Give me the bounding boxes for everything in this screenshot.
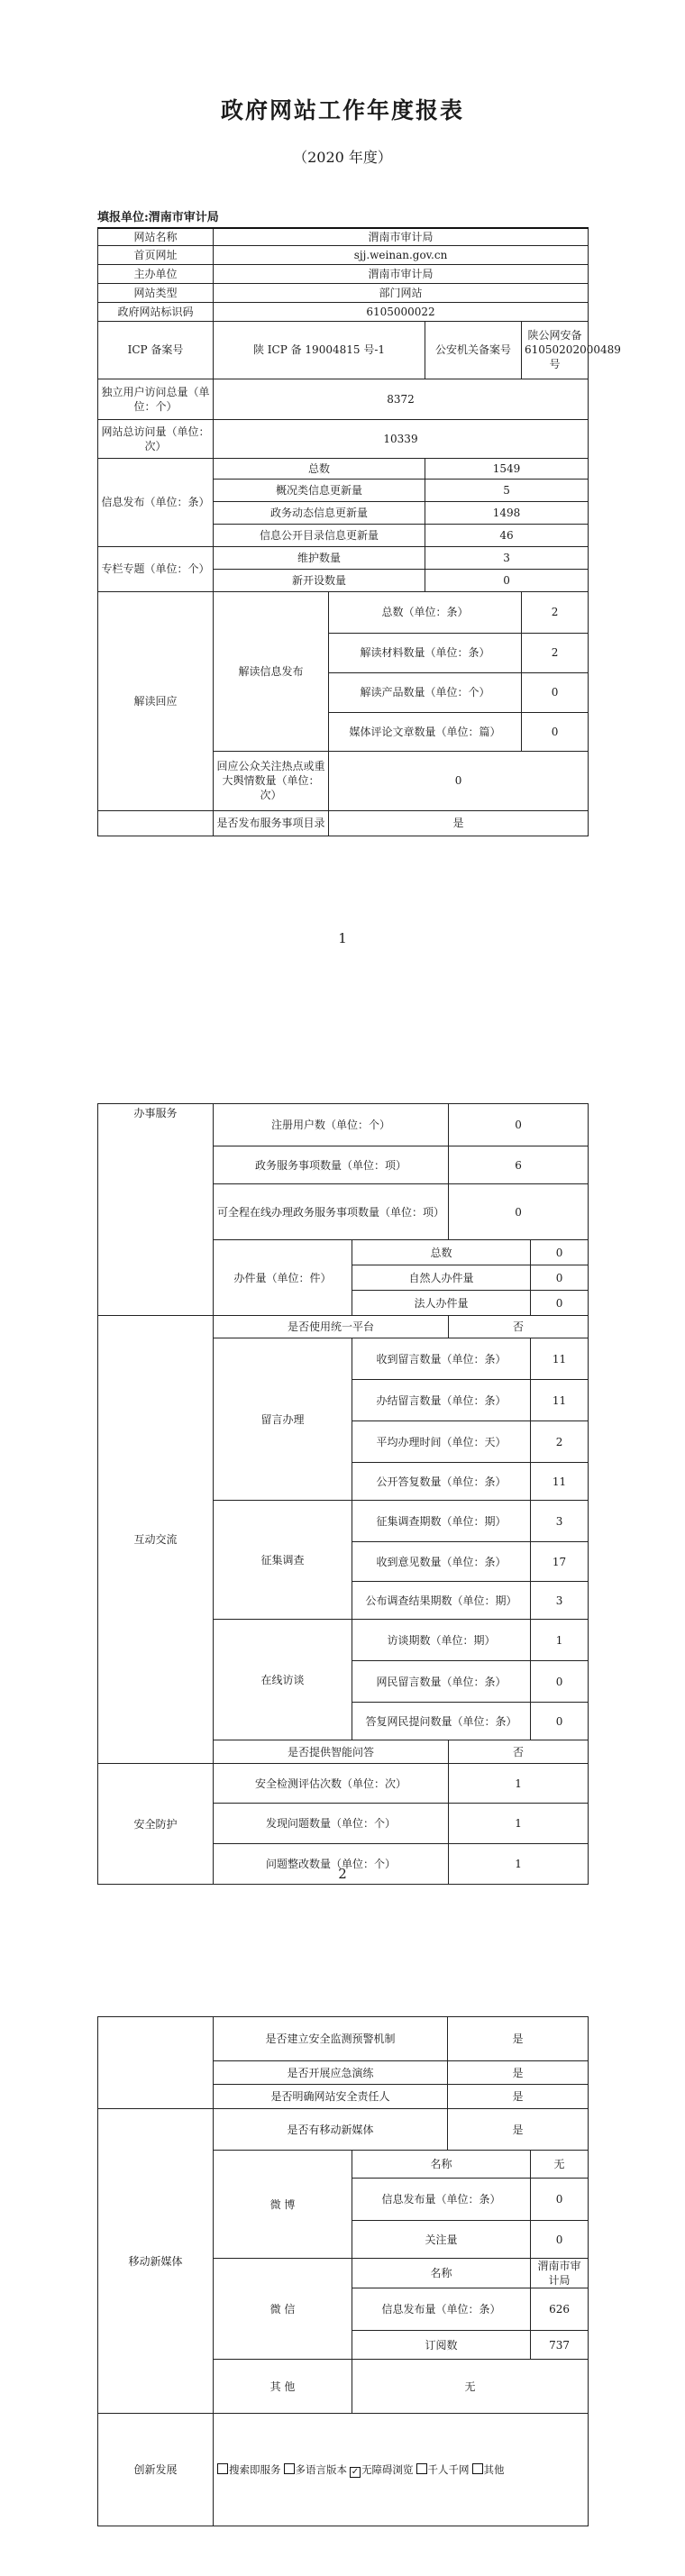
- interpret-media-label: 媒体评论文章数量（单位：篇）: [329, 712, 522, 751]
- columns-new-value: 0: [425, 569, 589, 591]
- checks-label: 安全检测评估次数（单位：次）: [214, 1764, 449, 1804]
- innovation-option-label: 无障碍浏览: [361, 2462, 414, 2476]
- info-catalog-label: 信息公开目录信息更新量: [214, 524, 425, 546]
- service-users-label: 注册用户数（单位：个）: [214, 1104, 449, 1146]
- survey-results-label: 公布调查结果期数（单位：期）: [352, 1582, 531, 1620]
- info-total-label: 总数: [214, 458, 425, 479]
- columns-maintain-value: 3: [425, 546, 589, 569]
- weibo-follow-value: 0: [531, 2221, 589, 2259]
- report-table-page-2: [97, 1103, 589, 1885]
- has-media-value: 是: [448, 2109, 589, 2151]
- msg-time-value: 2: [531, 1421, 589, 1463]
- survey-label: 征集调查: [214, 1501, 352, 1620]
- type-value: 部门网站: [214, 283, 589, 302]
- issues-label: 发现问题数量（单位：个）: [214, 1804, 449, 1844]
- has-media-label: 是否有移动新媒体: [214, 2109, 448, 2151]
- service-online-value: 0: [449, 1184, 589, 1240]
- independent-visits-value: 8372: [214, 379, 589, 419]
- checked-box-icon[interactable]: ✓: [351, 2466, 360, 2477]
- checkbox-icon[interactable]: [416, 2463, 427, 2474]
- info-overview-label: 概况类信息更新量: [214, 479, 425, 501]
- weibo-name-value: 无: [531, 2151, 589, 2179]
- response-label: 回应公众关注热点或重大舆情数量（单位：次）: [214, 751, 329, 810]
- columns-maintain-label: 维护数量: [214, 546, 425, 569]
- wechat-name-value: 渭南市审计局: [531, 2259, 589, 2288]
- msg-done-label: 办结留言数量（单位：条）: [352, 1380, 531, 1421]
- innovation-option[interactable]: [416, 2463, 470, 2476]
- innovation-option[interactable]: [350, 2463, 414, 2476]
- checkbox-icon[interactable]: [472, 2463, 483, 2474]
- site-name-value: 渭南市审计局: [214, 228, 589, 245]
- icp-label: ICP 备案号: [98, 321, 214, 379]
- platform-value: 否: [449, 1316, 589, 1338]
- code-value: 6105000022: [214, 302, 589, 321]
- host-label: 主办单位: [98, 264, 214, 283]
- weibo-posts-value: 0: [531, 2179, 589, 2221]
- innovation-option-label: 千人千网: [427, 2462, 470, 2476]
- wechat-posts-label: 信息发布量（单位：条）: [352, 2288, 531, 2331]
- weibo-posts-label: 信息发布量（单位：条）: [352, 2179, 531, 2221]
- independent-visits-label: 独立用户访问总量（单位：个）: [98, 379, 214, 419]
- info-total-value: 1549: [425, 458, 589, 479]
- warning-value: 是: [448, 2017, 589, 2061]
- service-label: 办事服务: [98, 1104, 214, 1316]
- page-title: 政府网站工作年度报表: [220, 97, 464, 123]
- site-name-label: 网站名称: [98, 228, 214, 245]
- msg-received-value: 11: [531, 1338, 589, 1380]
- wechat-posts-value: 626: [531, 2288, 589, 2331]
- page-number-2: 2: [338, 1866, 347, 1882]
- wechat-subs-value: 737: [531, 2331, 589, 2360]
- report-table-page-1: [97, 227, 621, 836]
- interview-msgs-value: 0: [531, 1661, 589, 1703]
- page-number-1: 1: [338, 930, 347, 946]
- interview-msgs-label: 网民留言数量（单位：条）: [352, 1661, 531, 1703]
- security-cont-blank: [98, 2017, 214, 2109]
- platform-label: 是否使用统一平台: [214, 1316, 449, 1338]
- warning-label: 是否建立安全监测预警机制: [214, 2017, 448, 2061]
- police-label: 公安机关备案号: [425, 321, 522, 379]
- report-year: （2020 年度）: [293, 149, 392, 166]
- interview-answers-label: 答复网民提问数量（单位：条）: [352, 1703, 531, 1740]
- innovation-options: [214, 2414, 589, 2526]
- homepage-value: sjj.weinan.gov.cn: [214, 245, 589, 264]
- host-value: 渭南市审计局: [214, 264, 589, 283]
- checkbox-icon[interactable]: [217, 2463, 228, 2474]
- interview-count-label: 访谈期数（单位：期）: [352, 1620, 531, 1661]
- interview-answers-value: 0: [531, 1703, 589, 1740]
- wechat-label: 微 信: [214, 2259, 352, 2360]
- icp-value: 陕 ICP 备 19004815 号-1: [214, 321, 425, 379]
- homepage-label: 首页网址: [98, 245, 214, 264]
- other-media-value: 无: [352, 2360, 589, 2414]
- weibo-follow-label: 关注量: [352, 2221, 531, 2259]
- survey-count-value: 3: [531, 1501, 589, 1542]
- fixed-value: 1: [449, 1844, 589, 1885]
- media-label: 移动新媒体: [98, 2109, 214, 2414]
- columns-label: 专栏专题（单位：个）: [98, 546, 214, 591]
- innovation-option[interactable]: [217, 2463, 281, 2476]
- info-overview-value: 5: [425, 479, 589, 501]
- innovation-option-label: 多语言版本: [295, 2462, 347, 2476]
- msg-time-label: 平均办理时间（单位：天）: [352, 1421, 531, 1463]
- innovation-label: 创新发展: [98, 2414, 214, 2526]
- total-visits-label: 网站总访问量（单位：次）: [98, 419, 214, 458]
- msg-public-label: 公开答复数量（单位：条）: [352, 1463, 531, 1501]
- natural-cases-value: 0: [531, 1265, 589, 1291]
- weibo-name-label: 名称: [352, 2151, 531, 2179]
- legal-cases-label: 法人办件量: [352, 1291, 531, 1316]
- info-catalog-value: 46: [425, 524, 589, 546]
- interview-label: 在线访谈: [214, 1620, 352, 1740]
- interpret-material-value: 2: [522, 633, 589, 672]
- service-items-value: 6: [449, 1146, 589, 1184]
- wechat-name-label: 名称: [352, 2259, 531, 2288]
- interpret-label: 解读回应: [98, 591, 214, 810]
- natural-cases-label: 自然人办件量: [352, 1265, 531, 1291]
- issues-value: 1: [449, 1804, 589, 1844]
- legal-cases-value: 0: [531, 1291, 589, 1316]
- interaction-label: 互动交流: [98, 1316, 214, 1764]
- service-users-value: 0: [449, 1104, 589, 1146]
- total-visits-value: 10339: [214, 419, 589, 458]
- msg-received-label: 收到留言数量（单位：条）: [352, 1338, 531, 1380]
- interpret-product-value: 0: [522, 672, 589, 712]
- checkbox-icon[interactable]: [284, 2463, 295, 2474]
- info-dynamic-value: 1498: [425, 501, 589, 524]
- service-items-label: 政务服务事项数量（单位：项）: [214, 1146, 449, 1184]
- innovation-option-label: 搜索即服务: [229, 2462, 281, 2476]
- columns-new-label: 新开设数量: [214, 569, 425, 591]
- interpret-total-value: 2: [522, 591, 589, 633]
- survey-count-label: 征集调查期数（单位：期）: [352, 1501, 531, 1542]
- msg-label: 留言办理: [214, 1338, 352, 1501]
- service-catalog-blank: [98, 810, 214, 836]
- innovation-option[interactable]: [472, 2463, 505, 2476]
- interpret-media-value: 0: [522, 712, 589, 751]
- innovation-option-label: 其他: [483, 2462, 505, 2476]
- interview-count-value: 1: [531, 1620, 589, 1661]
- fixed-label: 问题整改数量（单位：个）: [214, 1844, 449, 1885]
- drill-value: 是: [448, 2061, 589, 2085]
- smart-label: 是否提供智能问答: [214, 1740, 449, 1764]
- type-label: 网站类型: [98, 283, 214, 302]
- msg-public-value: 11: [531, 1463, 589, 1501]
- drill-label: 是否开展应急演练: [214, 2061, 448, 2085]
- smart-value: 否: [449, 1740, 589, 1764]
- survey-opinions-label: 收到意见数量（单位：条）: [352, 1542, 531, 1582]
- wechat-subs-label: 订阅数: [352, 2331, 531, 2360]
- msg-done-value: 11: [531, 1380, 589, 1421]
- service-online-label: 可全程在线办理政务服务事项数量（单位：项）: [214, 1184, 449, 1240]
- survey-opinions-value: 17: [531, 1542, 589, 1582]
- info-publish-label: 信息发布（单位：条）: [98, 458, 214, 546]
- interpret-total-label: 总数（单位：条）: [329, 591, 522, 633]
- weibo-label: 微 博: [214, 2151, 352, 2259]
- cases-total-value: 0: [531, 1240, 589, 1265]
- info-dynamic-label: 政务动态信息更新量: [214, 501, 425, 524]
- report-table-page-3: [97, 2016, 589, 2526]
- innovation-option[interactable]: [284, 2463, 348, 2476]
- service-catalog-value: 是: [329, 810, 589, 836]
- response-value: 0: [329, 751, 589, 810]
- interpret-publish-label: 解读信息发布: [214, 591, 329, 751]
- cases-label: 办件量（单位：件）: [214, 1240, 352, 1316]
- police-value: 陕公网安备61050202000489号: [522, 321, 589, 379]
- responsible-label: 是否明确网站安全责任人: [214, 2085, 448, 2109]
- other-media-label: 其 他: [214, 2360, 352, 2414]
- cases-total-label: 总数: [352, 1240, 531, 1265]
- checks-value: 1: [449, 1764, 589, 1804]
- survey-results-value: 3: [531, 1582, 589, 1620]
- responsible-value: 是: [448, 2085, 589, 2109]
- service-catalog-label: 是否发布服务事项目录: [214, 810, 329, 836]
- code-label: 政府网站标识码: [98, 302, 214, 321]
- security-label: 安全防护: [98, 1764, 214, 1885]
- interpret-material-label: 解读材料数量（单位：条）: [329, 633, 522, 672]
- reporting-unit: 填报单位:渭南市审计局: [97, 211, 219, 224]
- interpret-product-label: 解读产品数量（单位：个）: [329, 672, 522, 712]
